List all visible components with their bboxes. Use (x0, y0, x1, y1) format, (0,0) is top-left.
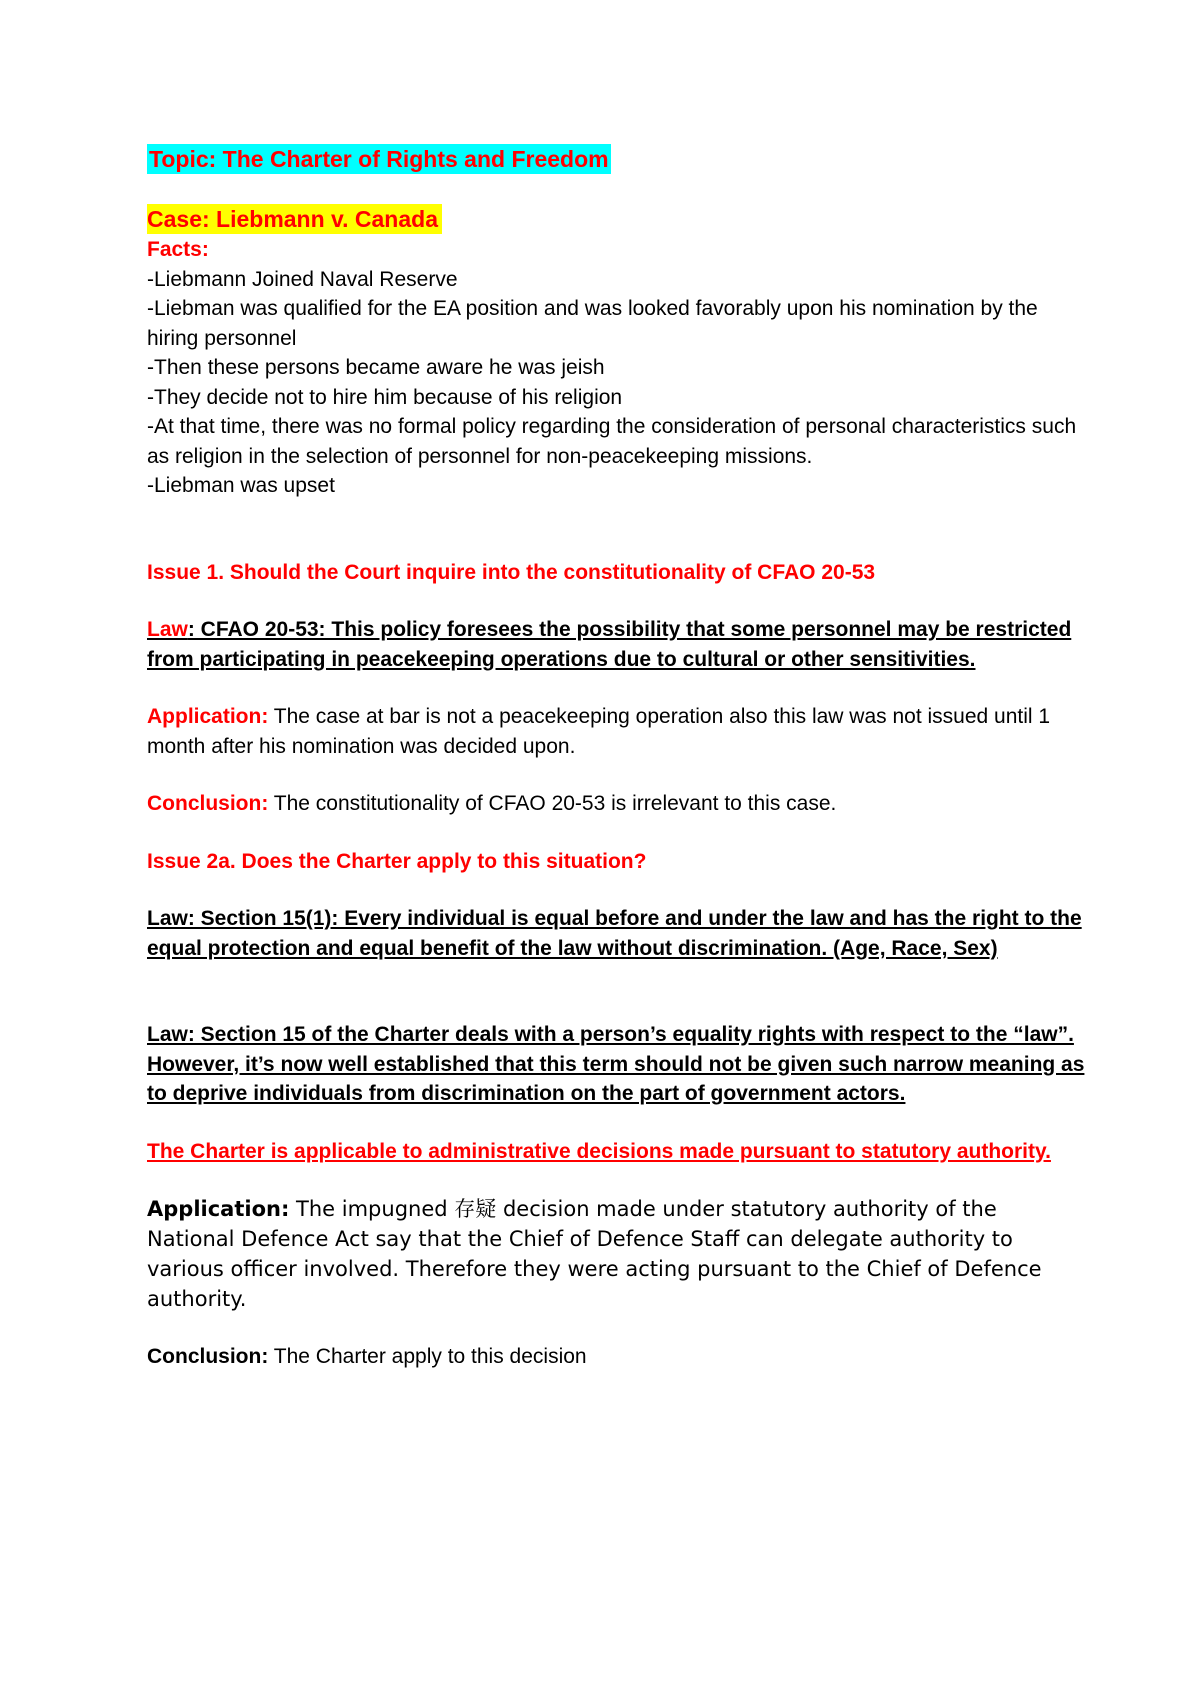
issue1-application-label: Application: (147, 705, 269, 728)
fact-item: -Then these persons became aware he was jeish (147, 356, 605, 379)
charter-applicability-note: The Charter is applicable to administrative decisions made pursuant to statutory authority. (147, 1139, 1051, 1163)
topic-heading: Topic: The Charter of Rights and Freedom (149, 146, 609, 172)
fact-item: -At that time, there was no formal policy regarding the consideration of personal characteristics such as religion in the selection of personnel for non-peacekeeping missions. (147, 415, 1077, 468)
facts-list (147, 265, 1087, 501)
issue2a-application (147, 1194, 1087, 1314)
issue1-conclusion (147, 789, 1087, 819)
fact-item: -Liebman was upset (147, 474, 335, 497)
issue2a-law-section15-1: Law: Section 15(1): Every individual is equal before and under the law and has the right to the equal protection and equal benefit of the law without discrimination. (Age, Race, Sex) (147, 907, 1082, 960)
issue2a-conclusion (147, 1342, 1087, 1372)
issue2a-law-section15: Law: Section 15 of the Charter deals with a person’s equality rights with respect to the “law”. However, it’s now well established that this term should not be given such narrow meaning as to deprive individuals from discrimination on the part of government actors. (147, 1023, 1085, 1105)
issue1-conclusion-text: The constitutionality of CFAO 20-53 is irrelevant to this case. (268, 792, 837, 815)
document-body (147, 144, 1087, 1372)
facts-heading: Facts: (147, 238, 209, 261)
issue1-law-text: : CFAO 20-53: This policy foresees the possibility that some personnel may be restricted from participating in peacekeeping operations due to cultural or other sensitivities. (147, 618, 1072, 671)
issue2a-conclusion-text: The Charter apply to this decision (268, 1345, 587, 1368)
issue1-heading: Issue 1. Should the Court inquire into the constitutionality of CFAO 20-53 (147, 560, 876, 584)
issue1-law (147, 615, 1087, 674)
case-line (147, 204, 1087, 236)
issue1-law-label: Law (147, 618, 188, 641)
issue1-application-text: The case at bar is not a peacekeeping operation also this law was not issued until 1 month after his nomination was decided upon. (147, 705, 1051, 758)
fact-item: -Liebman was qualified for the EA position and was looked favorably upon his nomination by the hiring personnel (147, 297, 1038, 350)
issue2a-heading: Issue 2a. Does the Charter apply to this situation? (147, 849, 647, 873)
case-heading: Case: Liebmann v. Canada (147, 204, 442, 234)
issue1-application (147, 702, 1087, 761)
fact-item: -Liebmann Joined Naval Reserve (147, 267, 458, 291)
fact-item: -They decide not to hire him because of his religion (147, 385, 623, 409)
issue1-conclusion-label: Conclusion: (147, 792, 269, 815)
issue2a-application-label: Application: (147, 1197, 290, 1221)
topic-line (147, 144, 1087, 176)
issue2a-conclusion-label: Conclusion: (147, 1345, 269, 1368)
issue2a-application-text: The impugned 存疑 decision made under statutory authority of the National Defence Act say that the Chief of Defence Staff can delegate authority to various officer involved. Therefore they were acting pursuant to the Chief of Defence authority. (147, 1197, 1042, 1311)
